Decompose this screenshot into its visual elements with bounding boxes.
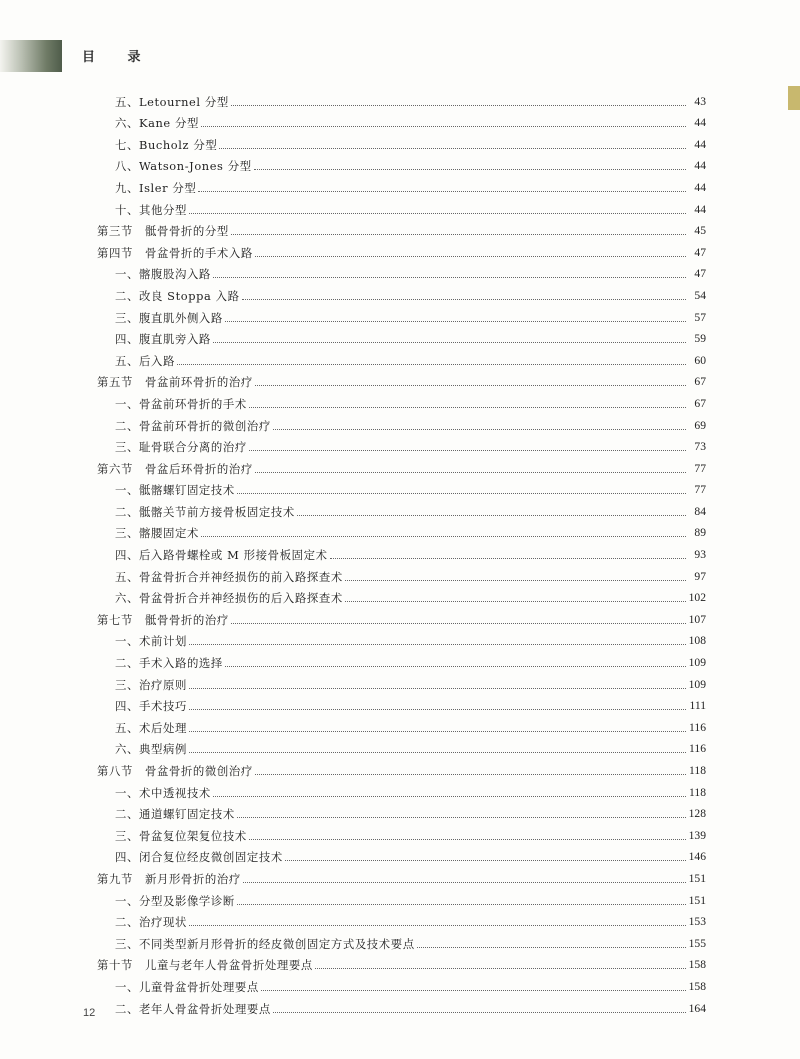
toc-leader-dots xyxy=(231,104,686,106)
toc-entry-label: 四、后入路骨螺栓或 M 形接骨板固定术 xyxy=(115,548,328,563)
toc-leader-dots xyxy=(345,600,686,602)
toc-entry-label: 二、手术入路的选择 xyxy=(115,656,223,671)
toc-subsection-entry[interactable] xyxy=(97,87,706,109)
toc-entry-label: 二、通道螺钉固定技术 xyxy=(115,807,235,822)
toc-leader-dots xyxy=(249,406,686,408)
toc-leader-dots xyxy=(213,795,686,797)
header-decor-bar xyxy=(0,40,62,72)
toc-entry-page: 67 xyxy=(694,375,706,389)
toc-leader-dots xyxy=(237,492,686,494)
toc-section-entry[interactable] xyxy=(97,756,706,778)
toc-subsection-entry[interactable] xyxy=(97,648,706,670)
toc-subsection-entry[interactable] xyxy=(97,173,706,195)
toc-entry-page: 146 xyxy=(688,850,706,864)
toc-subsection-entry[interactable] xyxy=(97,325,706,347)
toc-entry-label: 六、骨盆骨折合并神经损伤的后入路探查术 xyxy=(115,591,343,606)
toc-entry-label: 三、治疗原则 xyxy=(115,677,187,692)
toc-entry-page: 139 xyxy=(688,828,706,842)
toc-entry-page: 69 xyxy=(694,418,706,432)
toc-entry-page: 158 xyxy=(688,979,706,993)
toc-leader-dots xyxy=(417,946,686,948)
toc-entry-label: 一、分型及影像学诊断 xyxy=(115,893,235,908)
toc-leader-dots xyxy=(189,924,686,926)
toc-leader-dots xyxy=(237,816,686,818)
toc-leader-dots xyxy=(285,859,686,861)
toc-leader-dots xyxy=(177,363,686,365)
toc-subsection-entry[interactable] xyxy=(97,994,706,1016)
toc-entry-page: 118 xyxy=(689,785,706,799)
toc-leader-dots xyxy=(254,168,686,170)
toc-subsection-entry[interactable] xyxy=(97,411,706,433)
toc-subsection-entry[interactable] xyxy=(97,821,706,843)
toc-entry-label: 三、腹直肌外侧入路 xyxy=(115,310,223,325)
toc-entry-label: 一、儿童骨盆骨折处理要点 xyxy=(115,979,259,994)
toc-entry-page: 151 xyxy=(688,893,706,907)
toc-entry-page: 44 xyxy=(694,116,706,130)
toc-entry-page: 155 xyxy=(688,936,706,950)
toc-leader-dots xyxy=(255,384,686,386)
toc-entry-label: 三、骨盆复位架复位技术 xyxy=(115,828,247,843)
toc-entry-page: 97 xyxy=(694,569,706,583)
toc-entry-page: 44 xyxy=(694,202,706,216)
toc-entry-label: 第四节 骨盆骨折的手术入路 xyxy=(97,245,253,260)
toc-leader-dots xyxy=(261,989,686,991)
toc-entry-page: 102 xyxy=(688,591,706,605)
toc-entry-label: 第五节 骨盆前环骨折的治疗 xyxy=(97,375,253,390)
toc-section-entry[interactable] xyxy=(97,368,706,390)
toc-subsection-entry[interactable] xyxy=(97,800,706,822)
toc-leader-dots xyxy=(213,276,686,278)
toc-entry-label: 八、Watson-Jones 分型 xyxy=(115,159,252,174)
toc-entry-page: 67 xyxy=(694,396,706,410)
toc-leader-dots xyxy=(330,557,686,559)
toc-leader-dots xyxy=(225,320,686,322)
toc-subsection-entry[interactable] xyxy=(97,670,706,692)
toc-entry-label: 第三节 骶骨骨折的分型 xyxy=(97,224,229,239)
toc-entry-page: 44 xyxy=(694,137,706,151)
toc-leader-dots xyxy=(249,838,686,840)
toc-leader-dots xyxy=(189,212,686,214)
toc-leader-dots xyxy=(243,881,686,883)
toc-subsection-entry[interactable] xyxy=(97,540,706,562)
toc-subsection-entry[interactable] xyxy=(97,519,706,541)
toc-entry-page: 60 xyxy=(694,353,706,367)
toc-entry-label: 六、典型病例 xyxy=(115,742,187,757)
toc-section-entry[interactable] xyxy=(97,864,706,886)
toc-leader-dots xyxy=(345,579,686,581)
toc-section-entry[interactable] xyxy=(97,951,706,973)
toc-entry-page: 59 xyxy=(694,332,706,346)
toc-subsection-entry[interactable] xyxy=(97,346,706,368)
toc-leader-dots xyxy=(213,341,686,343)
toc-subsection-entry[interactable] xyxy=(97,886,706,908)
toc-entry-page: 84 xyxy=(694,504,706,518)
toc-leader-dots xyxy=(189,708,686,710)
toc-leader-dots xyxy=(198,190,686,192)
toc-leader-dots xyxy=(201,125,686,127)
toc-entry-label: 一、骶髂螺钉固定技术 xyxy=(115,483,235,498)
toc-leader-dots xyxy=(189,687,686,689)
toc-entry-page: 45 xyxy=(694,224,706,238)
toc-entry-label: 一、髂腹股沟入路 xyxy=(115,267,211,282)
toc-entry-page: 47 xyxy=(694,267,706,281)
toc-leader-dots xyxy=(225,665,686,667)
toc-subsection-entry[interactable] xyxy=(97,433,706,455)
toc-subsection-entry[interactable] xyxy=(97,843,706,865)
toc-leader-dots xyxy=(273,428,686,430)
table-of-contents xyxy=(97,87,706,1016)
toc-subsection-entry[interactable] xyxy=(97,152,706,174)
toc-entry-page: 54 xyxy=(694,288,706,302)
toc-entry-label: 七、Bucholz 分型 xyxy=(115,137,218,152)
toc-entry-label: 六、Kane 分型 xyxy=(115,116,199,131)
toc-entry-label: 四、腹直肌旁入路 xyxy=(115,332,211,347)
toc-entry-page: 116 xyxy=(689,742,706,756)
toc-subsection-entry[interactable] xyxy=(97,497,706,519)
toc-entry-page: 108 xyxy=(688,634,706,648)
toc-subsection-entry[interactable] xyxy=(97,389,706,411)
toc-entry-page: 116 xyxy=(689,720,706,734)
toc-subsection-entry[interactable] xyxy=(97,713,706,735)
toc-entry-page: 57 xyxy=(694,310,706,324)
page-title: 目 录 xyxy=(82,50,155,65)
toc-subsection-entry[interactable] xyxy=(97,735,706,757)
toc-subsection-entry[interactable] xyxy=(97,627,706,649)
toc-entry-label: 第八节 骨盆骨折的微创治疗 xyxy=(97,764,253,778)
toc-entry-page: 151 xyxy=(688,871,706,885)
toc-leader-dots xyxy=(219,147,686,149)
toc-entry-label: 第九节 新月形骨折的治疗 xyxy=(97,871,241,886)
toc-leader-dots xyxy=(297,514,686,516)
toc-entry-label: 九、Isler 分型 xyxy=(115,180,197,195)
toc-entry-label: 三、髂腰固定术 xyxy=(115,526,199,541)
toc-entry-label: 第六节 骨盆后环骨折的治疗 xyxy=(97,461,253,476)
toc-entry-label: 二、骨盆前环骨折的微创治疗 xyxy=(115,418,271,433)
toc-entry-label: 一、术前计划 xyxy=(115,634,187,649)
page-number: 12 xyxy=(83,1007,96,1019)
toc-entry-label: 二、老年人骨盆骨折处理要点 xyxy=(115,1001,271,1016)
toc-entry-page: 73 xyxy=(694,440,706,454)
toc-leader-dots xyxy=(237,903,686,905)
toc-entry-page: 77 xyxy=(694,461,706,475)
toc-entry-label: 四、手术技巧 xyxy=(115,699,187,714)
toc-leader-dots xyxy=(242,298,686,300)
toc-entry-page: 44 xyxy=(694,180,706,194)
toc-entry-page: 107 xyxy=(688,612,706,626)
toc-entry-label: 二、改良 Stoppa 入路 xyxy=(115,288,240,303)
toc-subsection-entry[interactable] xyxy=(97,130,706,152)
toc-entry-page: 47 xyxy=(694,245,706,259)
toc-entry-page: 158 xyxy=(688,958,706,972)
toc-leader-dots xyxy=(315,967,686,969)
toc-leader-dots xyxy=(255,255,686,257)
toc-subsection-entry[interactable] xyxy=(97,929,706,951)
toc-subsection-entry[interactable] xyxy=(97,303,706,325)
toc-subsection-entry[interactable] xyxy=(97,476,706,498)
toc-entry-page: 128 xyxy=(688,807,706,821)
toc-section-entry[interactable] xyxy=(97,605,706,627)
toc-leader-dots xyxy=(231,622,686,624)
toc-entry-label: 五、Letournel 分型 xyxy=(115,94,229,109)
toc-entry-page: 109 xyxy=(688,677,706,691)
toc-entry-label: 五、术后处理 xyxy=(115,720,187,735)
toc-subsection-entry[interactable] xyxy=(97,972,706,994)
toc-entry-label: 第十节 儿童与老年人骨盆骨折处理要点 xyxy=(97,958,313,973)
toc-leader-dots xyxy=(249,449,686,451)
toc-entry-label: 二、骶髂关节前方接骨板固定技术 xyxy=(115,504,295,519)
toc-entry-page: 111 xyxy=(689,699,706,713)
toc-entry-label: 五、后入路 xyxy=(115,353,175,368)
toc-leader-dots xyxy=(189,643,686,645)
toc-subsection-entry[interactable] xyxy=(97,562,706,584)
toc-subsection-entry[interactable] xyxy=(97,778,706,800)
toc-entry-label: 三、不同类型新月形骨折的经皮微创固定方式及技术要点 xyxy=(115,936,415,951)
toc-subsection-entry[interactable] xyxy=(97,584,706,606)
toc-entry-page: 44 xyxy=(694,159,706,173)
toc-leader-dots xyxy=(231,233,686,235)
toc-section-entry[interactable] xyxy=(97,454,706,476)
toc-subsection-entry[interactable] xyxy=(97,908,706,930)
toc-leader-dots xyxy=(273,1011,686,1013)
side-tab-marker xyxy=(788,86,800,110)
toc-leader-dots xyxy=(255,773,686,775)
toc-leader-dots xyxy=(189,751,686,753)
toc-entry-label: 四、闭合复位经皮微创固定技术 xyxy=(115,850,283,865)
toc-entry-label: 一、术中透视技术 xyxy=(115,785,211,800)
toc-entry-label: 十、其他分型 xyxy=(115,202,187,217)
toc-subsection-entry[interactable] xyxy=(97,109,706,131)
toc-entry-page: 77 xyxy=(694,483,706,497)
toc-entry-label: 二、治疗现状 xyxy=(115,915,187,930)
toc-subsection-entry[interactable] xyxy=(97,281,706,303)
toc-subsection-entry[interactable] xyxy=(97,195,706,217)
toc-entry-page: 118 xyxy=(689,764,706,777)
toc-leader-dots xyxy=(255,471,686,473)
toc-entry-label: 第七节 骶骨骨折的治疗 xyxy=(97,612,229,627)
toc-entry-page: 164 xyxy=(688,1001,706,1015)
toc-entry-page: 89 xyxy=(694,526,706,540)
toc-section-entry[interactable] xyxy=(97,238,706,260)
toc-section-entry[interactable] xyxy=(97,217,706,239)
toc-leader-dots xyxy=(201,535,686,537)
toc-entry-page: 93 xyxy=(694,548,706,562)
toc-subsection-entry[interactable] xyxy=(97,260,706,282)
toc-entry-label: 五、骨盆骨折合并神经损伤的前入路探查术 xyxy=(115,569,343,584)
toc-entry-page: 153 xyxy=(688,915,706,929)
toc-subsection-entry[interactable] xyxy=(97,692,706,714)
toc-entry-page: 109 xyxy=(688,656,706,670)
toc-leader-dots xyxy=(189,730,686,732)
toc-entry-page: 43 xyxy=(694,94,706,108)
toc-entry-label: 三、耻骨联合分离的治疗 xyxy=(115,440,247,455)
toc-entry-label: 一、骨盆前环骨折的手术 xyxy=(115,396,247,411)
